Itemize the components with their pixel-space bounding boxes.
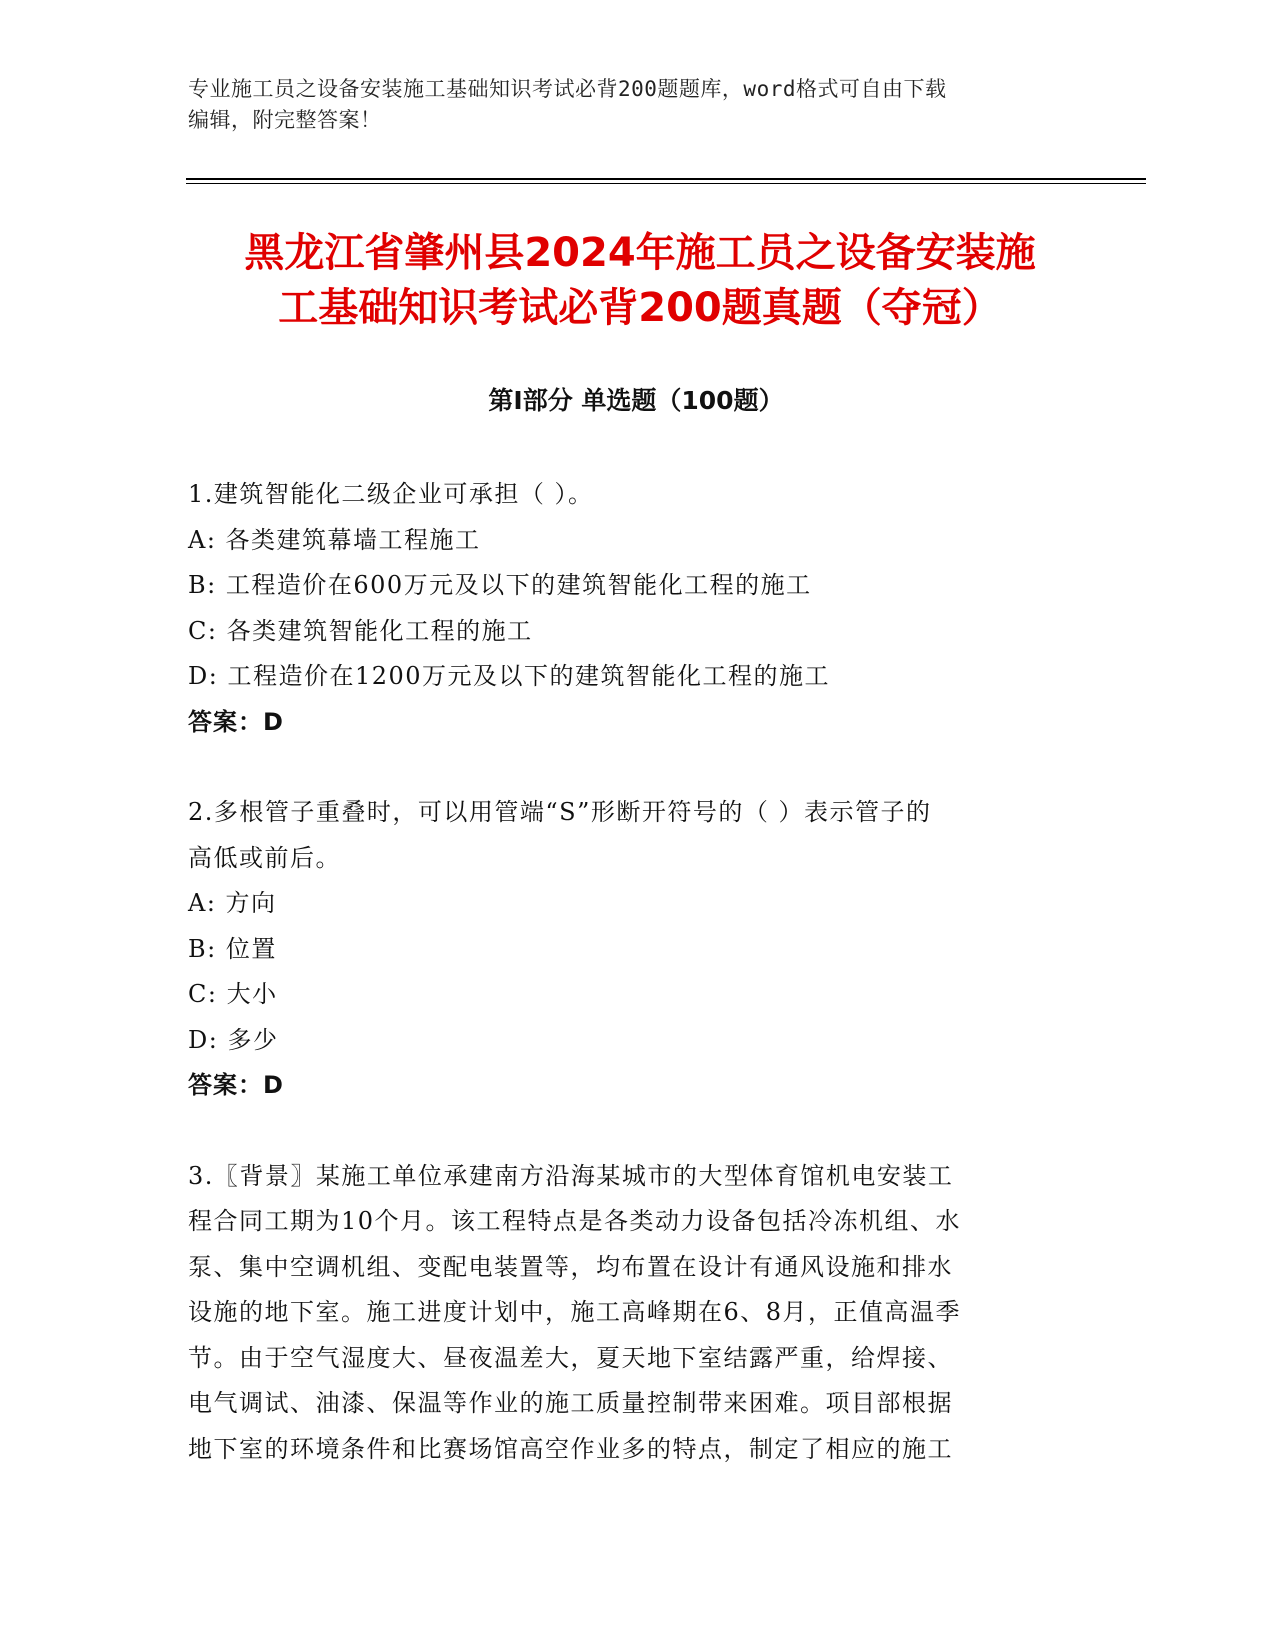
question-option: D: 多少 — [188, 1025, 279, 1054]
question-stem: 2.多根管子重叠时，可以用管端“S”形断开符号的（ ）表示管子的 — [188, 798, 932, 826]
question-option: C: 各类建筑智能化工程的施工 — [188, 616, 533, 645]
question-stem: 程合同工期为10个月。该工程特点是各类动力设备包括冷冻机组、水 — [188, 1207, 962, 1235]
question-stem: 节。由于空气湿度大、昼夜温差大，夏天地下室结露严重，给焊接、 — [188, 1343, 953, 1372]
question-item — [188, 472, 1078, 745]
question-item — [188, 1154, 1078, 1473]
question-stem: 电气调试、油漆、保温等作业的施工质量控制带来困难。项目部根据 — [188, 1389, 953, 1417]
question-option: C: 大小 — [188, 980, 278, 1008]
question-item — [188, 790, 1078, 1109]
spacer — [188, 1109, 1078, 1154]
header-note-line: 编辑，附完整答案！ — [188, 108, 382, 132]
header-note-line: 专业施工员之设备安装施工基础知识考试必背200题题库，word格式可自由下载 — [188, 77, 947, 101]
question-option: B: 工程造价在600万元及以下的建筑智能化工程的施工 — [188, 571, 812, 599]
question-list — [188, 472, 1078, 1472]
question-stem: 设施的地下室。施工进度计划中，施工高峰期在6、8月，正值高温季 — [188, 1298, 962, 1326]
question-stem: 地下室的环境条件和比赛场馆高空作业多的特点，制定了相应的施工 — [188, 1434, 953, 1463]
header-rule-thin — [186, 183, 1146, 184]
question-stem: 3.〖背景〗某施工单位承建南方沿海某城市的大型体育馆机电安装工 — [188, 1161, 954, 1190]
question-option: D: 工程造价在1200万元及以下的建筑智能化工程的施工 — [188, 662, 831, 690]
document-title-line: 黑龙江省肇州县2024年施工员之设备安装施 — [244, 230, 1036, 276]
document-title-line: 工基础知识考试必背200题真题（夺冠） — [278, 285, 1002, 331]
question-option: A: 方向 — [188, 889, 277, 917]
spacer — [188, 745, 1078, 790]
header-note — [188, 74, 1068, 136]
question-option: A: 各类建筑幕墙工程施工 — [188, 525, 481, 554]
section-heading: 第I部分 单选题（100题） — [488, 386, 784, 415]
header-rule-thick — [186, 178, 1146, 180]
question-answer: 答案：D — [188, 707, 284, 736]
question-option: B: 位置 — [188, 934, 277, 963]
question-answer: 答案：D — [188, 1071, 284, 1099]
question-stem: 泵、集中空调机组、变配电装置等，均布置在设计有通风设施和排水 — [188, 1252, 953, 1281]
question-stem: 高低或前后。 — [188, 843, 341, 872]
question-stem: 1.建筑智能化二级企业可承担（ ）。 — [188, 480, 594, 508]
document-title — [180, 226, 1100, 336]
